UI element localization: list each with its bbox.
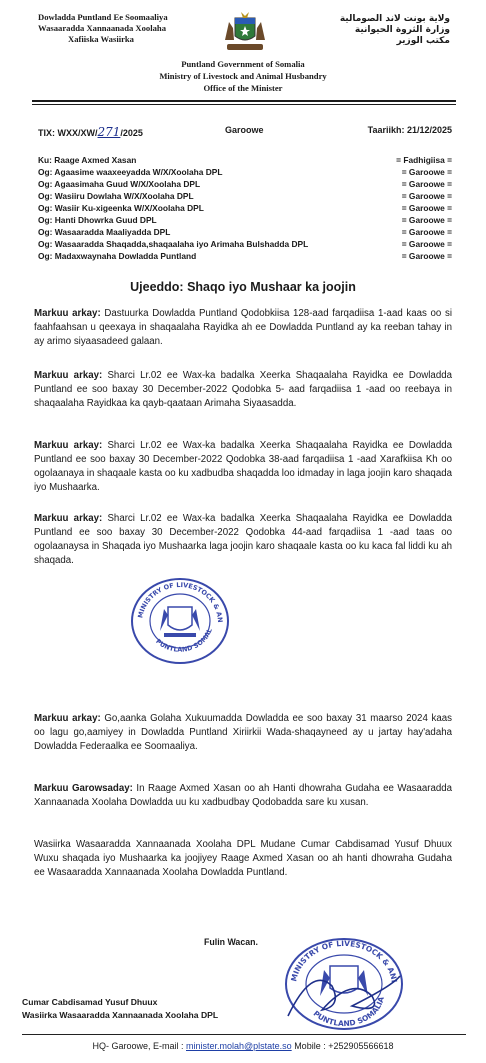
body-paragraph: Markuu arkay: Go,aanka Golaha Xukuumadda Dowladda ee soo baxay 31 maarso 2024 kaas oo lagu go,aamiyey in Dowladda Puntland Xiriirkii Wada-shaqayneed ay u jartay hay'adaha Dowladda Federaalka ee Soomaaliya. [34,713,452,752]
signatory-title: Wasiirka Wasaaradda Xannaanada Xoolaha DPL [22,1010,219,1020]
recipient-row: Og: Wasaaradda Maaliyadda DPL = Garoowe = [38,227,452,237]
footer-rule [22,1034,466,1035]
letterhead-ar-line3: مكتب الوزير [396,36,450,46]
recipient-row: Og: Madaxwaynaha Dowladda Puntland = Garoowe = [38,251,452,261]
stamp-top-text: MINISTRY OF LIVESTOCK & AN [136,580,225,623]
reference-number: TIX: WXX/XW/271/2025 [38,125,143,139]
footer: HQ- Garoowe, E-mail : minister.molah@plstate.so Mobile : +252905566618 [92,1041,394,1051]
letterhead-somali [38,12,213,45]
letterhead-so-line1: Dowladda Puntland Ee Soomaaliya [38,12,168,22]
letterhead-en-line3: Office of the Minister [203,83,283,93]
letterhead-en-line2: Ministry of Livestock and Animal Husbandry [159,71,327,81]
date: Taariikh: 21/12/2025 [367,125,452,135]
reference-handwritten: 271 [97,125,121,139]
body-paragraph: Markuu arkay: Sharci Lr.02 ee Wax-ka badalka Xeerka Shaqaalaha Rayidka ee Dowladda Puntland ee soo baxay 30 December-2022 Qodobka 38-aad farqadiisa 1 -aad Xarafkiisa Kh oo ogolaanaya in shaqaale kasta oo ku xadbudba shaqadda loo idmaday in laga joojin karo shaqada iyo Mushaarka. [34,440,452,493]
recipient-row: Og: Wasaaradda Shaqadda,shaqaalaha iyo Arimaha Bulshadda DPL = Garoowe = [38,239,452,249]
closing: Fulin Wacan. [204,937,258,947]
recipient-row: Og: Agaasime waaxeeyadda W/X/Xoolaha DPL = Garoowe = [38,167,452,177]
recipient-row: Ku: Raage Axmed Xasan = Fadhigiisa = [38,155,452,165]
stamp-bottom-text: PUNTLAND SOMAL [154,627,214,654]
letterhead-arabic [300,14,450,47]
header-rule-thick [32,100,456,102]
signatory-name: Cumar Cabdisamad Yusuf Dhuux [22,997,158,1007]
recipient-row: Og: Hanti Dhowrka Guud DPL = Garoowe = [38,215,452,225]
recipient-row: Og: Wasiiru Dowlaha W/X/Xoolaha DPL = Garoowe = [38,191,452,201]
letterhead-ar-line1: ولاية بونت لاند الصومالية [339,14,450,24]
body-paragraph: Wasiirka Wasaaradda Xannaanada Xoolaha DPL Mudane Cumar Cabdisamad Yusuf Dhuux Wuxu shaqada iyo Mushaarka ka joojiyey Raage Axmed Xasan oo ah hanti dhowraha Gudaha ee Wasaaradda Xannaanada Xoolaha Dowladda Puntland. [34,839,452,878]
letterhead-ar-line2: وزارة الثروة الحيوانية [354,25,450,35]
letterhead-so-line3: Xafiiska Wasiirka [68,34,134,44]
letterhead-en-line1: Puntland Government of Somalia [181,59,305,69]
email-link[interactable]: minister.molah@plstate.so [186,1041,292,1051]
svg-text:MINISTRY OF LIVESTOCK & ANIMAL: MINISTRY OF LIVESTOCK & ANI [289,938,399,984]
puntland-crest-icon [221,10,269,56]
body-paragraph: Markuu arkay: Dastuurka Dowladda Puntland Qodobkiisa 128-aad farqadiisa 1-aad kaas oo si faahfaahsan u qeexaya in shaqaalaha Rayidka ah ee Dowladda Puntland ay ka reeban tahay in ay arimo siyaasadeed galaan. [34,308,452,347]
subject-line: Ujeeddo: Shaqo iyo Mushaar ka joojin [130,280,356,294]
svg-text:PUNTLAND SOMALIA: PUNTLAND SOMALIA [311,995,386,1029]
recipient-row: Og: Wasiir Ku-xigeenka W/X/Xoolaha DPL = Garoowe = [38,203,452,213]
recipient-row: Og: Agaasimaha Guud W/X/Xoolaha DPL = Garoowe = [38,179,452,189]
ministry-stamp-signature [282,936,406,1032]
body-paragraph: Markuu arkay: Sharci Lr.02 ee Wax-ka badalka Xeerka Shaqaalaha Rayidka ee Dowladda Puntland ee soo baxay 30 December-2022 Qodobka 44-aad farqadiisa 1 -aad taas oo ogolaanaysa in Shaqada iyo Mushaarka laga joojin karo shaqaale kasta oo ku kaca fal liddi ku ah shaqada. [34,513,452,566]
city: Garoowe [225,125,264,135]
letterhead-so-line2: Wasaaradda Xannaanada Xoolaha [38,23,166,33]
body-paragraph: Markuu arkay: Sharci Lr.02 ee Wax-ka badalka Xeerka Shaqaalaha Rayidka ee Dowladda Puntland ee soo baxay 30 December-2022 Qodobka 5- aad farqadiisa 1 -aad oo reebaya in shaqaalaha Rayidkaa ka qayb-qaataan Arimaha Siyaasadda. [34,370,452,409]
body-paragraph: Markuu Garowsaday: In Raage Axmed Xasan oo ah Hanti dhowraha Gudaha ee Wasaaradda Xannaanada Xoolaha Dowladda uu ku xadbudbay Qodobadda sare ku xusan. [34,783,453,808]
header-rule-thin [32,104,456,105]
ministry-stamp [128,575,232,665]
